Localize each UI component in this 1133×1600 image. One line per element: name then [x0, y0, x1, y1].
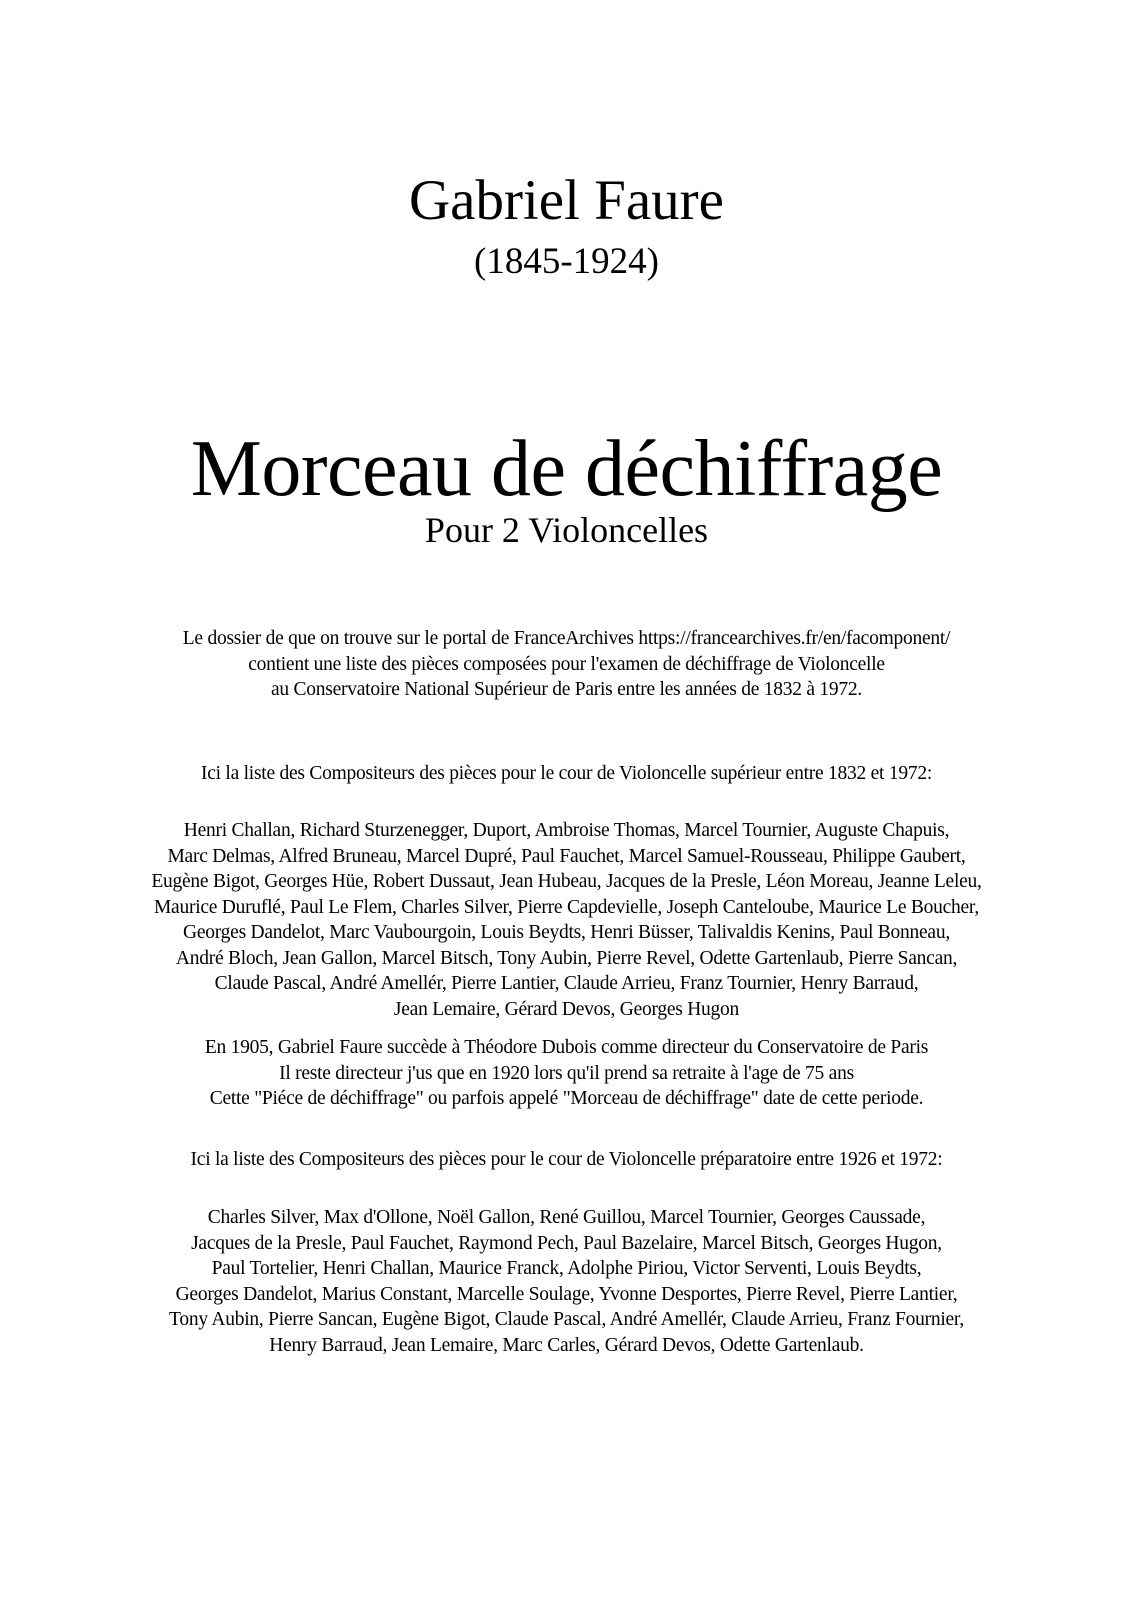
piece-subtitle: Pour 2 Violoncelles	[424, 510, 709, 550]
preparatoire-heading	[0, 1147, 1133, 1173]
superieur-heading-text: Ici la liste des Compositeurs des pièces pour le cour de Violoncelle supérieur entre 1832 et 1972:	[200, 763, 932, 784]
composer-list-line: Georges Dandelot, Marc Vaubourgoin, Louis Beydts, Henri Büsser, Talivaldis Kenins, Paul Bonneau,	[183, 922, 950, 943]
intro-line: au Conservatoire National Supérieur de Paris entre les années de 1832 à 1972.	[270, 679, 863, 700]
intro-paragraph	[0, 626, 1133, 703]
superieur-heading	[0, 761, 1133, 787]
composer-list-line: Jean Lemaire, Gérard Devos, Georges Hugon	[393, 998, 740, 1020]
composer-name: Gabriel Faure	[409, 169, 724, 232]
history-line: En 1905, Gabriel Faure succède à Théodore Dubois comme directeur du Conservatoire de Paris	[204, 1037, 929, 1058]
composer-list-line: Georges Dandelot, Marius Constant, Marcelle Soulage, Yvonne Desportes, Pierre Revel, Pierre Lantier,	[175, 1283, 958, 1305]
intro-line: Le dossier de que on trouve sur le portal de FranceArchives https://francearchives.fr/en/facomponent/	[182, 628, 951, 649]
composer-list-line: Claude Pascal, André Amellér, Pierre Lantier, Claude Arrieu, Franz Tournier, Henry Barraud,	[214, 973, 919, 994]
composer-list-line: Jacques de la Presle, Paul Fauchet, Raymond Pech, Paul Bazelaire, Marcel Bitsch, Georges Hugon,	[191, 1232, 942, 1254]
composer-list-line: Paul Tortelier, Henri Challan, Maurice Franck, Adolphe Piriou, Victor Serventi, Louis Beydts,	[211, 1258, 922, 1279]
superieur-composer-list	[0, 818, 1133, 1022]
composer-list-line: Eugène Bigot, Georges Hüe, Robert Dussaut, Jean Hubeau, Jacques de la Presle, Léon Moreau, Jeanne Leleu,	[151, 871, 982, 892]
composer-dates: (1845-1924)	[474, 241, 659, 282]
composer-list-line: Maurice Duruflé, Paul Le Flem, Charles Silver, Pierre Capdevielle, Joseph Canteloube, Maurice Le Boucher,	[153, 896, 980, 918]
composer-list-line: Henry Barraud, Jean Lemaire, Marc Carles, Gérard Devos, Odette Gartenlaub.	[269, 1334, 864, 1356]
composer-list-line: Charles Silver, Max d'Ollone, Noël Gallon, René Guillou, Marcel Tournier, Georges Caussade,	[207, 1207, 926, 1228]
composer-list-line: Henri Challan, Richard Sturzenegger, Duport, Ambroise Thomas, Marcel Tournier, Auguste Chapuis,	[183, 820, 950, 841]
preparatoire-composer-list	[0, 1205, 1133, 1358]
preparatoire-heading-text: Ici la liste des Compositeurs des pièces pour le cour de Violoncelle préparatoire entre 1926 et 1972:	[190, 1149, 943, 1170]
piece-title: Morceau de déchiffrage	[190, 425, 943, 513]
history-line: Il reste directeur j'us que en 1920 lors qu'il prend sa retraite à l'age de 75 ans	[279, 1062, 854, 1084]
composer-list-line: André Bloch, Jean Gallon, Marcel Bitsch, Tony Aubin, Pierre Revel, Odette Gartenlaub, Pierre Sancan,	[175, 947, 958, 969]
composer-list-line: Marc Delmas, Alfred Bruneau, Marcel Dupré, Paul Fauchet, Marcel Samuel-Rousseau, Philippe Gaubert,	[167, 845, 966, 867]
composer-list-line: Tony Aubin, Pierre Sancan, Eugène Bigot, Claude Pascal, André Amellér, Claude Arrieu, Franz Fournier,	[169, 1309, 964, 1330]
history-paragraph	[0, 1035, 1133, 1112]
intro-line: contient une liste des pièces composées pour l'examen de déchiffrage de Violoncelle	[248, 653, 885, 675]
history-line: Cette "Piéce de déchiffrage" ou parfois appelé "Morceau de déchiffrage" date de cette periode.	[209, 1088, 924, 1109]
